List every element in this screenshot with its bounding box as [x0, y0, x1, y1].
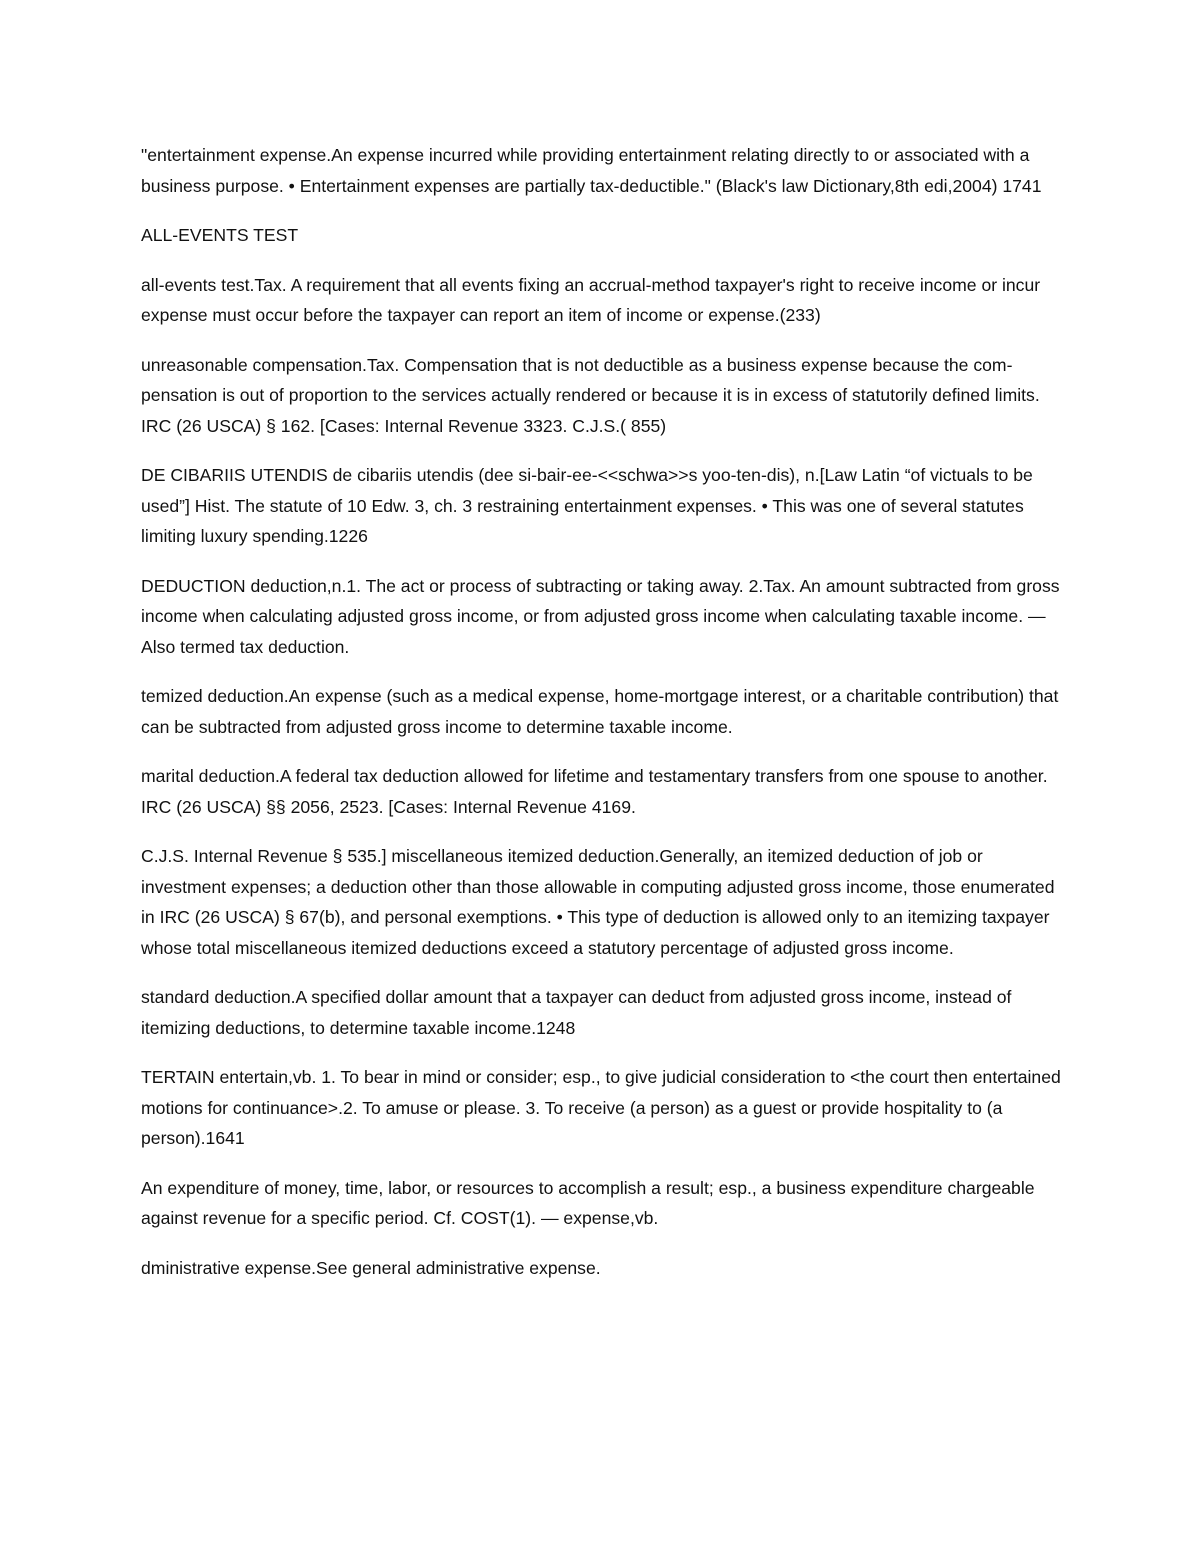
paragraph-entertainment-expense: "entertainment expense.An expense incurred while providing entertainment relating directly to or associated with a business purpose. • Entertainment expenses are partially tax-deductible." (Black's law Dictionary,8th edi,2004) 1741	[141, 145, 1042, 196]
heading-all-events-test: ALL-EVENTS TEST	[141, 225, 299, 245]
paragraph-expense: An expenditure of money, time, labor, or resources to accomplish a result; esp., a business expenditure chargeable against revenue for a specific period. Cf. COST(1). — expense,vb.	[141, 1177, 1035, 1228]
paragraph-all-events-test: all-events test.Tax. A requirement that all events fixing an accrual-method taxpayer's right to receive income or incur expense must occur before the taxpayer can report an item of income or expense.(233)	[141, 274, 1041, 325]
paragraph-entertain: TERTAIN entertain,vb. 1. To bear in mind or consider; esp., to give judicial consideration to <the court then entertained motions for continuance>.2. To amuse or please. 3. To receive (a person) as a guest or provide hospitality to (a person).1641	[141, 1067, 1061, 1148]
paragraph-standard-deduction: standard deduction.A specified dollar amount that a taxpayer can deduct from adjusted gross income, instead of itemizing deductions, to determine taxable income.1248	[141, 987, 1012, 1038]
document-page	[141, 140, 1066, 1302]
paragraph-de-cibariis-utendis: DE CIBARIIS UTENDIS de cibariis utendis (dee si-bair-ee-<<schwa>>s yoo-ten-dis), n.[Law Latin “of victuals to be used”] Hist. The statute of 10 Edw. 3, ch. 3 restraining entertainment expenses. • This was one of several statutes limiting luxury spending.1226	[141, 465, 1033, 546]
paragraph-miscellaneous-itemized-deduction: C.J.S. Internal Revenue § 535.] miscellaneous itemized deduction.Generally, an itemized deduction of job or investment expenses; a deduction other than those allowable in computing adjusted gross income, those enumerated in IRC (26 USCA) § 67(b), and personal exemptions. • This type of deduction is allowed only to an itemizing taxpayer whose total miscellaneous itemized deductions exceed a statutory percentage of adjusted gross income.	[141, 846, 1055, 958]
paragraph-marital-deduction: marital deduction.A federal tax deduction allowed for lifetime and testamentary transfers from one spouse to another. IRC (26 USCA) §§ 2056, 2523. [Cases: Internal Revenue 4169.	[141, 766, 1048, 817]
paragraph-deduction: DEDUCTION deduction,n.1. The act or process of subtracting or taking away. 2.Tax. An amount subtracted from gross income when calculating adjusted gross income, or from adjusted gross income when calculating taxable income. — Also termed tax deduction.	[141, 575, 1060, 657]
paragraph-unreasonable-compensation: unreasonable compensation.Tax. Compensation that is not deductible as a business expense because the com-pensation is out of proportion to the services actually rendered or because it is in excess of statutorily defined limits. IRC (26 USCA) § 162. [Cases: Internal Revenue 3323. C.J.S.( 855)	[141, 354, 1040, 436]
paragraph-itemized-deduction: temized deduction.An expense (such as a medical expense, home-mortgage interest, or a charitable contribution) that can be subtracted from adjusted gross income to determine taxable income.	[141, 686, 1059, 737]
paragraph-administrative-expense: dministrative expense.See general administrative expense.	[141, 1257, 601, 1278]
